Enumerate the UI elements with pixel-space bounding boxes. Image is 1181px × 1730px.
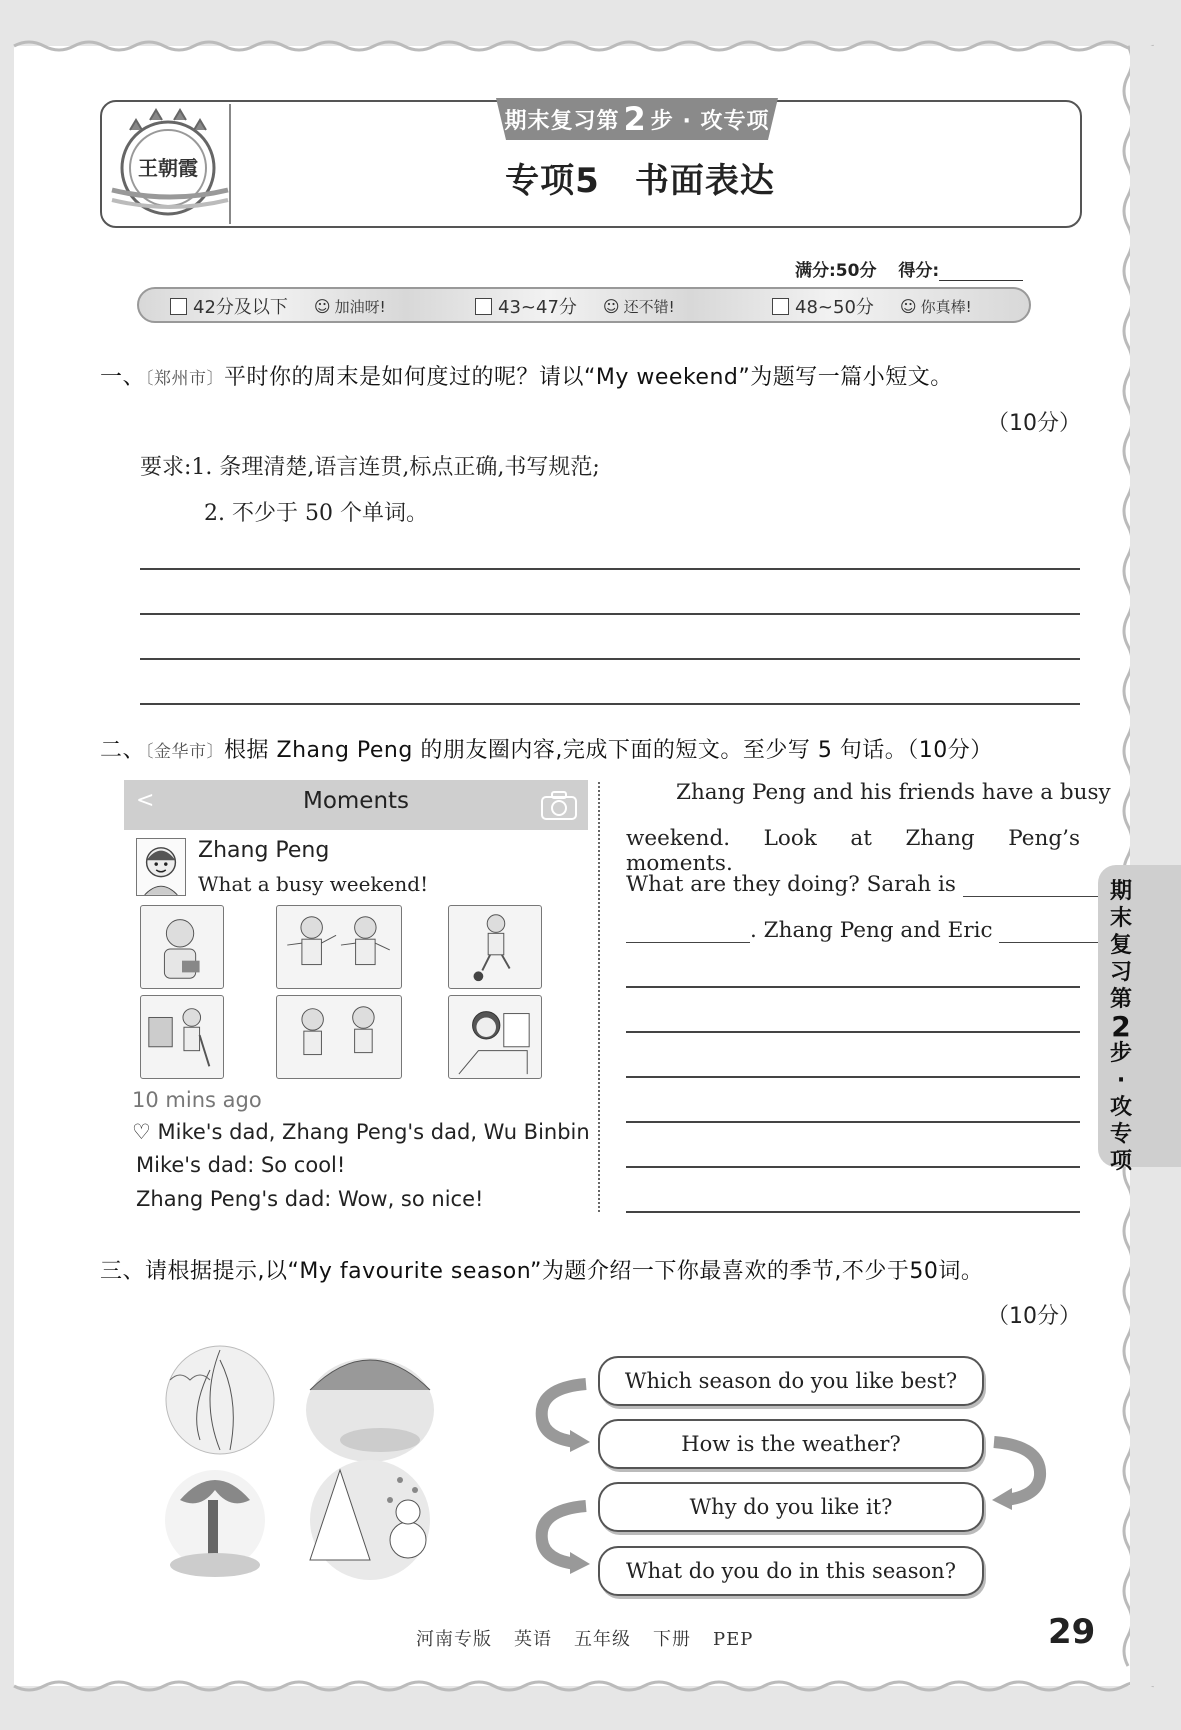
footer-publisher: PEP (713, 1629, 754, 1650)
writing-line[interactable] (140, 658, 1080, 660)
story-line-3 (626, 872, 1113, 897)
writing-line[interactable] (140, 703, 1080, 705)
side-tab-number: 2 (1111, 1010, 1131, 1043)
back-icon[interactable]: < (136, 788, 155, 813)
q2-number: 二、 (100, 738, 146, 763)
full-score-label: 满分:50分 (795, 261, 877, 281)
rating-checkbox[interactable] (475, 298, 492, 315)
curved-arrow-icon (528, 1378, 592, 1452)
smiley-icon: ☺ (899, 296, 917, 316)
writing-line[interactable] (626, 1031, 1080, 1033)
side-tab-prefix: 期末复习第 (1109, 879, 1132, 1012)
q2-city: 〔金华市〕 (145, 742, 225, 762)
footer (416, 1625, 775, 1651)
rating-item-1 (170, 293, 386, 319)
q2-title (100, 733, 993, 764)
writing-line[interactable] (140, 613, 1080, 615)
moments-photo-cleaning (140, 995, 224, 1079)
q1-req2: 2. 不少于 50 个单词。 (204, 501, 428, 526)
step-label (486, 100, 788, 138)
footer-grade: 五年级 (574, 1629, 631, 1650)
writing-line[interactable] (626, 1076, 1080, 1078)
winter-picture (310, 1460, 430, 1580)
rating-range: 43~47分 (498, 297, 577, 318)
page-number: 29 (1048, 1612, 1096, 1652)
spring-picture (166, 1346, 274, 1454)
footer-volume: 下册 (653, 1629, 691, 1650)
step-suffix: 步 · 攻专项 (650, 108, 770, 134)
writing-line[interactable] (140, 568, 1080, 570)
summer-picture (306, 1358, 434, 1462)
story-blank[interactable] (963, 877, 1113, 897)
rating-cheer: 加油呀! (334, 297, 386, 316)
autumn-picture (165, 1470, 265, 1577)
q1-number: 一、 (100, 365, 146, 390)
smiley-icon: ☺ (313, 296, 331, 316)
score-line (795, 256, 1023, 281)
side-tab-suffix: 步·攻专项 (1109, 1041, 1132, 1174)
logo-divider (229, 104, 231, 224)
step-prefix: 期末复习第 (504, 108, 620, 134)
q3-title (100, 1254, 983, 1285)
moments-photo-reading (140, 905, 224, 989)
q3-number: 三、 (100, 1259, 146, 1284)
rating-cheer: 你真棒! (920, 297, 972, 316)
prompt-box: Why do you like it? (598, 1482, 984, 1532)
moments-photo-drawing (448, 995, 542, 1079)
four-seasons-illustration (160, 1340, 450, 1590)
moments-photo-dancing (276, 905, 402, 989)
prompt-box: What do you do in this season? (598, 1546, 984, 1596)
curved-arrow-icon (990, 1436, 1054, 1510)
writing-line[interactable] (626, 1166, 1080, 1168)
moments-status: What a busy weekend! (198, 872, 429, 896)
rating-range: 48~50分 (795, 297, 874, 318)
rating-item-2 (475, 293, 675, 319)
q1-req1: 要求:1. 条理清楚,语言连贯,标点正确,书写规范; (140, 455, 600, 480)
page-title: 专项5 书面表达 (505, 161, 775, 201)
q3-text: 请根据提示,以“My favourite season”为题介绍一下你最喜欢的季节,不少于50词。 (145, 1259, 984, 1284)
rating-item-3 (772, 293, 972, 319)
smiley-icon: ☺ (602, 296, 620, 316)
story-line-2: weekend. Look at Zhang Peng’s moments. (626, 826, 1080, 876)
avatar (136, 838, 186, 896)
moments-comment: Mike's dad: So cool! (136, 1153, 346, 1177)
prompt-box: How is the weather? (598, 1419, 984, 1469)
q3-points: （10分） (987, 1304, 1081, 1329)
wangzhaoxia-logo (110, 108, 232, 222)
story-blank[interactable] (626, 923, 750, 943)
camera-icon[interactable] (540, 789, 578, 821)
prompt-box: Which season do you like best? (598, 1356, 984, 1406)
dotted-separator (598, 782, 600, 1212)
story-blank[interactable] (999, 923, 1103, 943)
story-text: . Zhang Peng and Eric (750, 918, 993, 943)
q2-text: 根据 Zhang Peng 的朋友圈内容,完成下面的短文。至少写 5 句话。（10分） (224, 738, 993, 763)
story-line-4 (626, 918, 1103, 943)
writing-line[interactable] (626, 1121, 1080, 1123)
writing-line[interactable] (626, 986, 1080, 988)
story-text: What are they doing? Sarah is (626, 872, 956, 897)
score-blank[interactable] (939, 263, 1023, 281)
footer-subject: 英语 (514, 1629, 552, 1650)
side-tab-label (1104, 878, 1138, 1175)
moments-likes: ♡ Mike's dad, Zhang Peng's dad, Wu Binbin (132, 1120, 590, 1144)
rating-checkbox[interactable] (772, 298, 789, 315)
moments-username: Zhang Peng (198, 838, 330, 863)
step-number: 2 (623, 100, 647, 138)
q1-city: 〔郑州市〕 (145, 369, 225, 389)
got-score-label: 得分: (898, 261, 940, 281)
story-line-1: Zhang Peng and his friends have a busy (676, 780, 1111, 805)
rating-checkbox[interactable] (170, 298, 187, 315)
rating-cheer: 还不错! (623, 297, 675, 316)
svg-text:王朝霞: 王朝霞 (138, 156, 198, 180)
q1-points: （10分） (987, 411, 1081, 436)
q1-text: 平时你的周末是如何度过的呢？请以“My weekend”为题写一篇小短文。 (224, 365, 953, 390)
curved-arrow-icon (528, 1500, 592, 1574)
moments-time: 10 mins ago (132, 1088, 262, 1112)
footer-edition: 河南专版 (416, 1629, 492, 1650)
writing-line[interactable] (626, 1211, 1080, 1213)
moments-photo-football (448, 905, 542, 989)
q1-title (100, 360, 953, 391)
rating-range: 42分及以下 (193, 297, 288, 318)
moments-title: Moments (302, 788, 410, 814)
moments-photo-playing (276, 995, 402, 1079)
moments-comment: Zhang Peng's dad: Wow, so nice! (136, 1187, 484, 1211)
